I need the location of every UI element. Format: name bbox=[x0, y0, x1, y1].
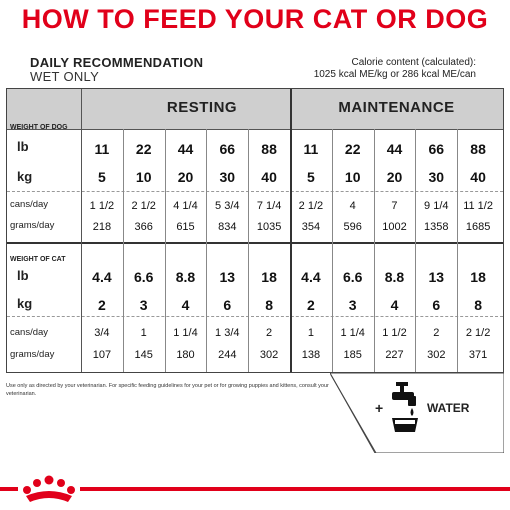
dog-grams-cell: 1685 bbox=[465, 221, 491, 233]
dog-grams-cell: 1002 bbox=[382, 221, 407, 233]
dog-cans-cell: 9 1/4 bbox=[424, 200, 449, 212]
cat-kg-cell: 4 bbox=[390, 297, 399, 313]
cat-cans-cell: 2 bbox=[433, 327, 440, 339]
cat-grams-cell: 244 bbox=[218, 349, 237, 361]
cat-grams-cell: 371 bbox=[468, 349, 488, 361]
dog-grams-label: grams/day bbox=[10, 220, 55, 231]
dog-grams-cell: 596 bbox=[343, 221, 362, 233]
dog-kg-cell: 10 bbox=[135, 169, 152, 185]
dog-cans-cell: 4 1/4 bbox=[173, 200, 198, 212]
resting-header: RESTING bbox=[166, 99, 238, 116]
cat-grams-cell: 107 bbox=[92, 349, 112, 361]
cat-kg-cell: 8 bbox=[265, 297, 273, 313]
faucet-bowl-icon bbox=[388, 380, 422, 436]
cat-kg-cell: 6 bbox=[223, 297, 232, 313]
cat-lb-cell: 8.8 bbox=[384, 269, 405, 285]
maintenance-header: MAINTENANCE bbox=[338, 99, 455, 116]
cat-lb-cell: 13 bbox=[219, 269, 236, 285]
cat-lb-cell: 6.6 bbox=[342, 269, 363, 285]
dog-kg-label: kg bbox=[17, 169, 33, 184]
dog-cans-cell: 1 1/2 bbox=[89, 200, 115, 212]
dog-kg-cell: 5 bbox=[307, 169, 315, 185]
cat-kg-cell: 4 bbox=[181, 297, 190, 313]
column-divider bbox=[123, 129, 124, 373]
cat-grams-cell: 180 bbox=[176, 349, 195, 361]
dog-kg-cell: 5 bbox=[98, 169, 106, 185]
cat-grams-cell: 302 bbox=[259, 349, 279, 361]
cat-weight-header: WEIGHT OF CAT bbox=[10, 256, 66, 263]
column-divider bbox=[165, 129, 166, 373]
cat-grams-cell: 185 bbox=[343, 349, 362, 361]
dog-kg-cell: 30 bbox=[428, 169, 445, 185]
cat-lb-cell: 13 bbox=[428, 269, 445, 285]
cat-cans-cell: 2 1/2 bbox=[465, 327, 491, 339]
calorie-content-values: 1025 kcal ME/kg or 286 kcal ME/can bbox=[313, 69, 476, 80]
cat-grams-cell: 145 bbox=[134, 349, 153, 361]
cat-grams-cell: 302 bbox=[427, 349, 446, 361]
dog-grams-cell: 615 bbox=[176, 221, 195, 233]
dog-lb-cell: 22 bbox=[344, 141, 361, 157]
cat-cans-label: cans/day bbox=[10, 327, 49, 338]
dog-lb-cell: 88 bbox=[470, 141, 486, 157]
dog-cans-cell: 5 3/4 bbox=[215, 200, 240, 212]
dog-grams-cell: 366 bbox=[134, 221, 153, 233]
dog-lb-cell: 88 bbox=[261, 141, 277, 157]
cat-cans-cell: 1 1/2 bbox=[382, 327, 407, 339]
column-divider bbox=[332, 129, 333, 373]
calorie-content-label: Calorie content (calculated): bbox=[351, 57, 476, 68]
cat-kg-cell: 6 bbox=[432, 297, 441, 313]
dog-kg-cell: 10 bbox=[344, 169, 361, 185]
plus-sign: + bbox=[375, 400, 384, 416]
cat-lb-label: lb bbox=[17, 268, 29, 283]
water-label: WATER bbox=[427, 401, 470, 415]
dog-lb-cell: 44 bbox=[177, 141, 194, 157]
dog-cans-cell: 4 bbox=[349, 200, 356, 212]
cat-kg-cell: 2 bbox=[98, 297, 106, 313]
dog-grams-cell: 834 bbox=[218, 221, 237, 233]
cat-grams-label: grams/day bbox=[10, 349, 55, 360]
dog-weight-header: WEIGHT OF DOG bbox=[10, 124, 68, 131]
cat-kg-cell: 3 bbox=[139, 297, 148, 313]
cat-cans-cell: 3/4 bbox=[94, 327, 110, 339]
cat-kg-label: kg bbox=[17, 296, 33, 311]
dog-lb-cell: 44 bbox=[386, 141, 403, 157]
column-divider bbox=[415, 129, 416, 373]
cat-lb-cell: 18 bbox=[470, 269, 486, 285]
cat-lb-cell: 18 bbox=[261, 269, 277, 285]
dog-grams-cell: 218 bbox=[92, 221, 112, 233]
cat-lb-cell: 4.4 bbox=[301, 269, 321, 285]
dog-cans-cell: 7 1/4 bbox=[256, 200, 282, 212]
cat-lb-cell: 6.6 bbox=[133, 269, 154, 285]
dog-cans-label: cans/day bbox=[10, 199, 49, 210]
daily-recommendation-label: DAILY RECOMMENDATION bbox=[30, 55, 204, 70]
column-divider bbox=[374, 129, 375, 373]
cat-cans-cell: 2 bbox=[266, 327, 273, 339]
cat-lb-cell: 4.4 bbox=[92, 269, 112, 285]
feeding-table bbox=[6, 88, 504, 373]
cat-cans-cell: 1 bbox=[140, 327, 147, 339]
dog-kg-cell: 30 bbox=[219, 169, 236, 185]
cat-cans-cell: 1 bbox=[307, 327, 314, 339]
dog-cans-cell: 11 1/2 bbox=[463, 200, 493, 212]
dog-kg-cell: 40 bbox=[470, 169, 486, 185]
dog-cans-cell: 2 1/2 bbox=[131, 200, 156, 212]
dog-lb-cell: 11 bbox=[303, 141, 319, 157]
dog-lb-cell: 66 bbox=[428, 141, 445, 157]
cat-lb-cell: 8.8 bbox=[175, 269, 196, 285]
column-divider bbox=[248, 129, 249, 373]
dog-lb-cell: 66 bbox=[219, 141, 236, 157]
cat-grams-cell: 227 bbox=[385, 349, 404, 361]
dog-lb-cell: 11 bbox=[94, 141, 110, 157]
crown-logo-icon bbox=[18, 470, 80, 504]
column-divider bbox=[206, 129, 207, 373]
cat-cans-cell: 1 3/4 bbox=[215, 327, 240, 339]
footnote: Use only as directed by your veterinarian. For specific feeding guidelines for your pet or for growing puppies and kittens, consult your veterinarian. bbox=[6, 383, 329, 397]
cat-grams-cell: 138 bbox=[301, 349, 321, 361]
cat-cans-cell: 1 1/4 bbox=[340, 327, 365, 339]
dog-kg-cell: 40 bbox=[261, 169, 277, 185]
column-divider bbox=[457, 129, 458, 373]
dog-lb-cell: 22 bbox=[135, 141, 152, 157]
dog-grams-cell: 1035 bbox=[256, 221, 282, 233]
cat-cans-cell: 1 1/4 bbox=[173, 327, 198, 339]
dog-grams-cell: 1358 bbox=[424, 221, 449, 233]
cat-kg-cell: 8 bbox=[474, 297, 482, 313]
cat-kg-cell: 3 bbox=[348, 297, 357, 313]
dog-lb-label: lb bbox=[17, 139, 29, 154]
cat-kg-cell: 2 bbox=[307, 297, 315, 313]
dog-kg-cell: 20 bbox=[386, 169, 403, 185]
dog-grams-cell: 354 bbox=[301, 221, 321, 233]
dog-cans-cell: 2 1/2 bbox=[298, 200, 324, 212]
wet-only-label: WET ONLY bbox=[30, 69, 100, 84]
page-title: HOW TO FEED YOUR CAT OR DOG bbox=[21, 4, 489, 34]
dog-kg-cell: 20 bbox=[177, 169, 194, 185]
dog-cans-cell: 7 bbox=[391, 200, 398, 212]
